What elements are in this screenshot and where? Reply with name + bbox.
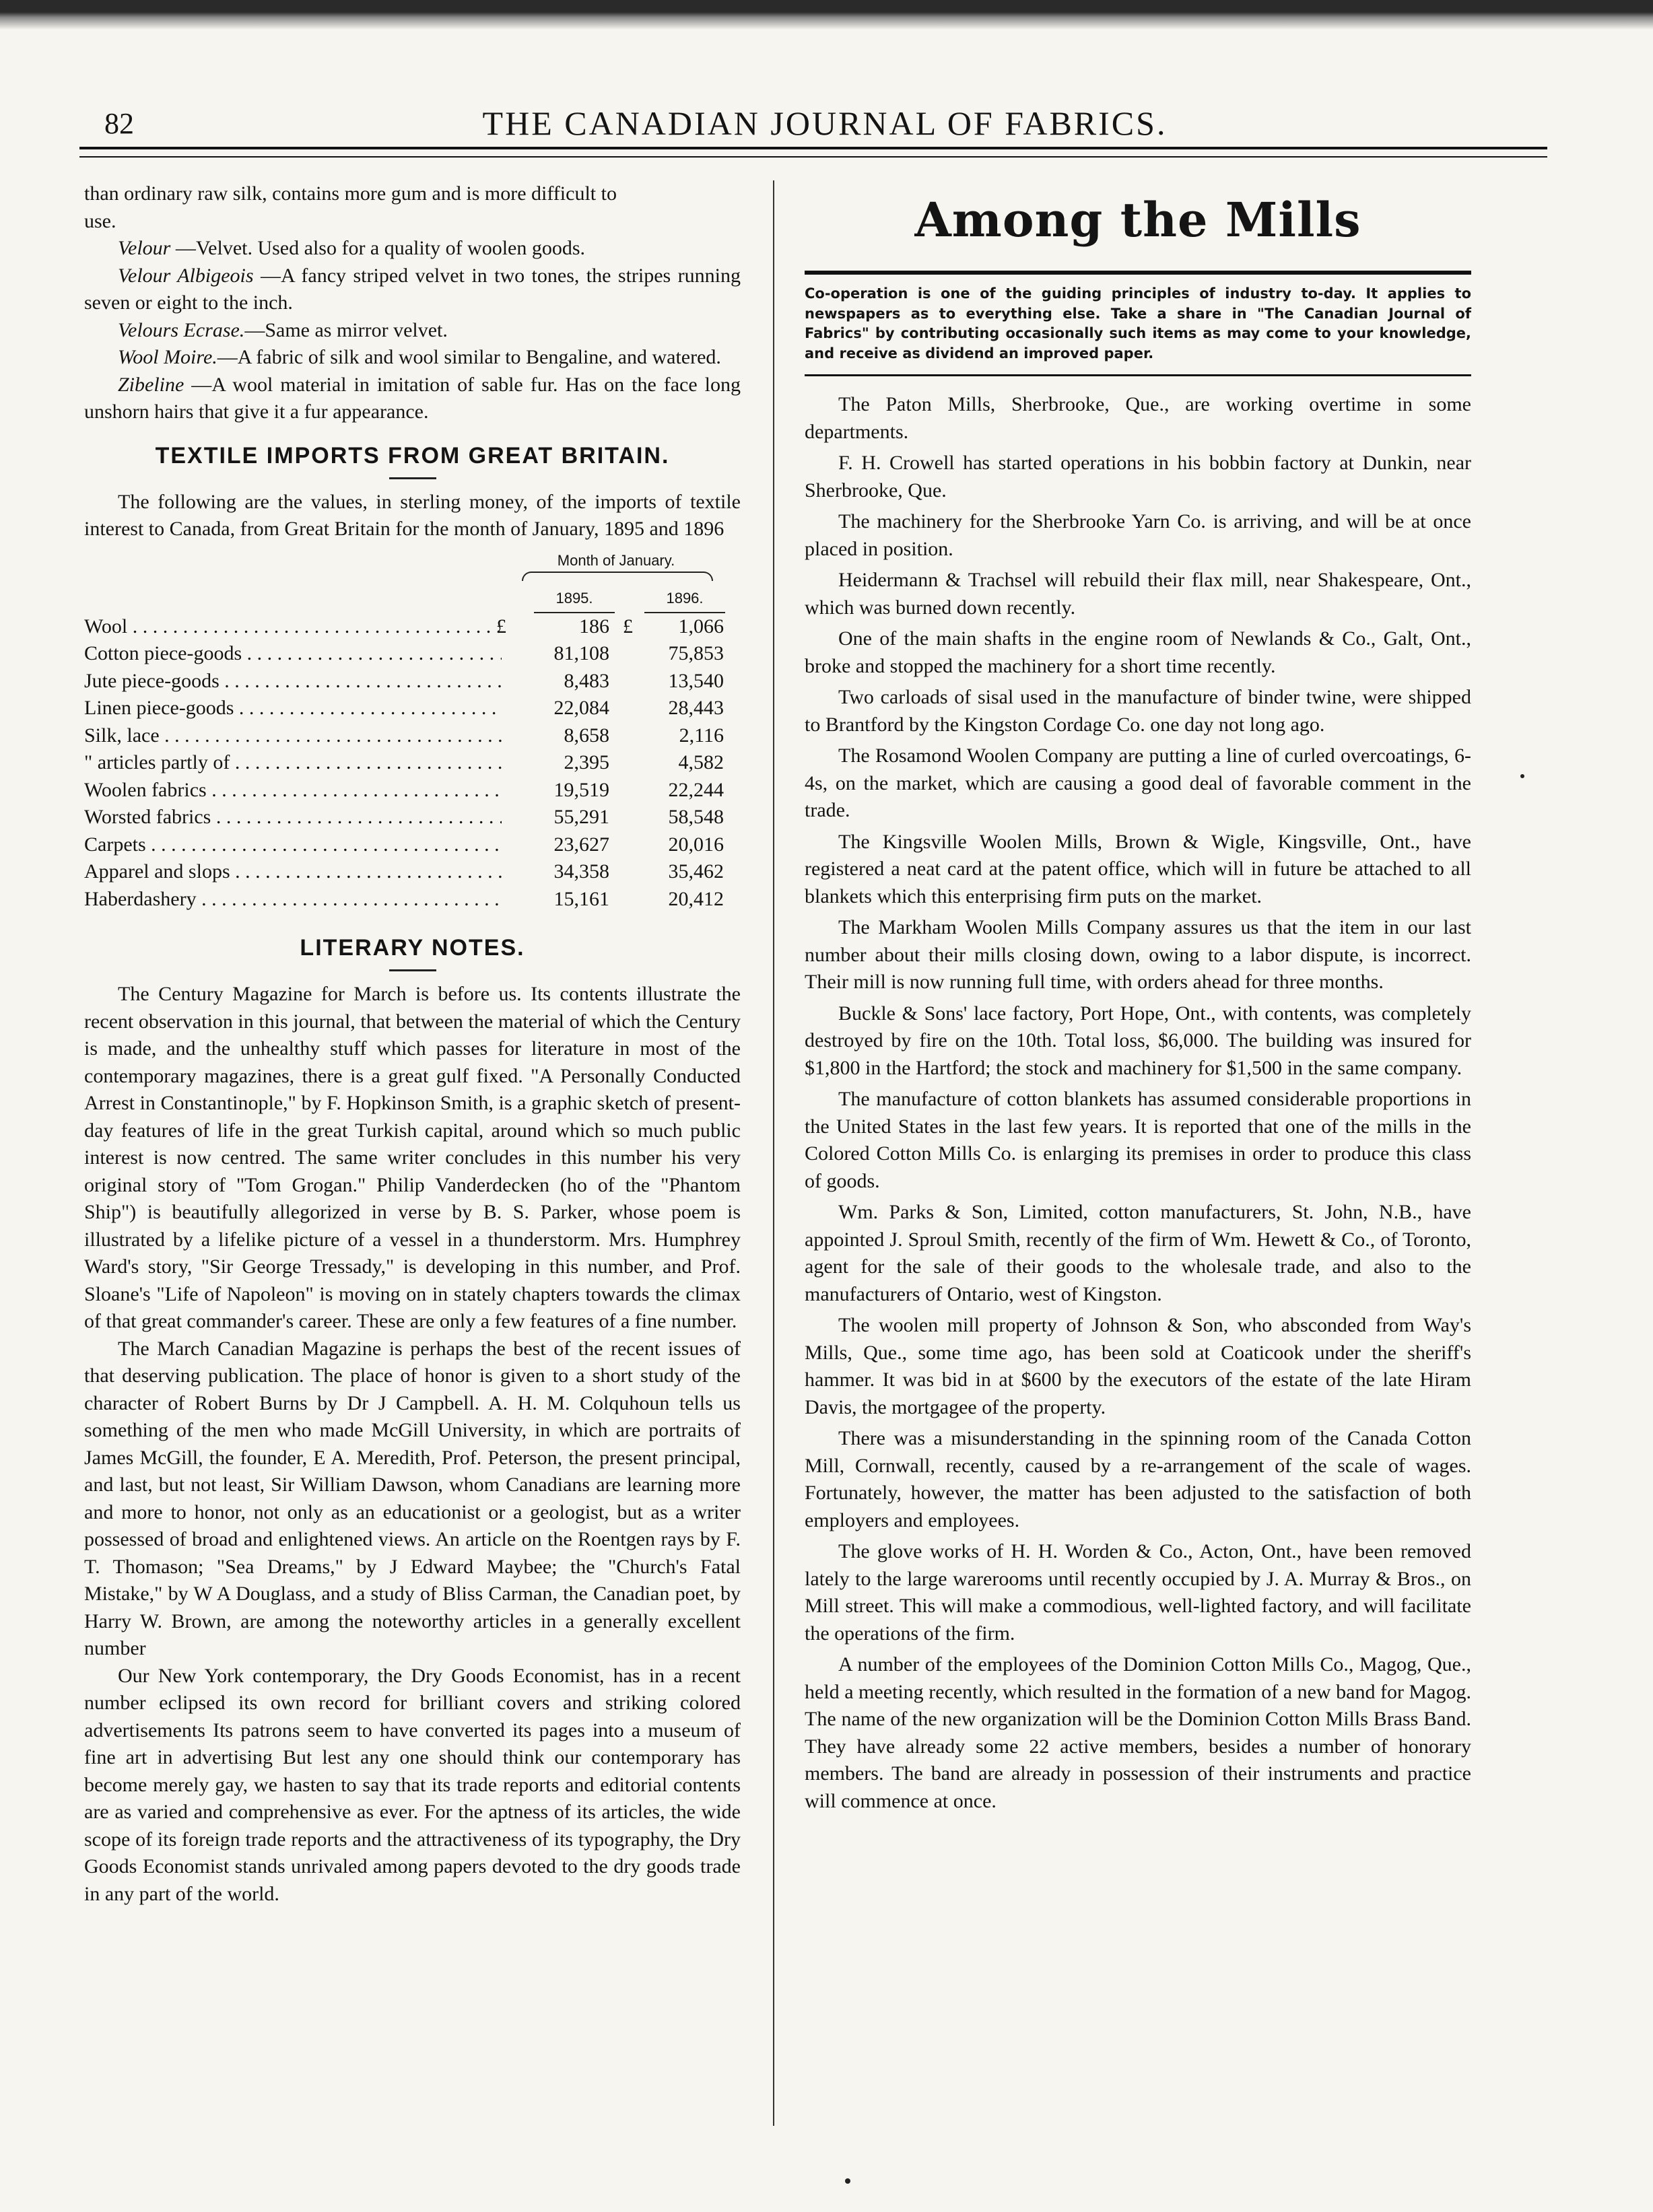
mill-news-item: The Paton Mills, Sherbrooke, Que., are working overtime in some departments. (805, 393, 1471, 443)
imports-row-label: Worsted fabrics . . . (84, 804, 502, 831)
definition-text: —Same as mirror velvet. (244, 318, 448, 341)
imports-value-1895: 8,658 (564, 724, 609, 747)
imports-value-1896: 2,116 (679, 724, 724, 747)
year-header-1896: 1896. (644, 585, 725, 614)
mill-news-item: There was a misunderstanding in the spinning room of the Canada Cotton Mill, Cornwall, recently, caused by a re-arrangement of the scale of wages. Fortunately, however, the matter has been adjusted to the satisfaction of both employers and employees. (805, 1427, 1471, 1531)
imports-row-label: Cotton piece-goods . . . (84, 640, 502, 668)
imports-row-label: Apparel and slops . . . (84, 858, 502, 886)
definition-entry (84, 372, 741, 426)
mills-heading: Among the Mills (914, 192, 1361, 248)
imports-row (84, 804, 741, 831)
imports-value-1895: 15,161 (553, 887, 609, 910)
month-label: Month of January. (557, 551, 675, 569)
scan-speck (845, 2178, 850, 2184)
imports-row (84, 858, 741, 886)
definition-continuation-line: than ordinary raw silk, contains more gum and is more difficult to (84, 182, 617, 205)
header-rule-bottom (79, 156, 1547, 158)
definition-text: —Velvet. Used also for a quality of woolen goods. (170, 237, 586, 259)
mill-news-item: Wm. Parks & Son, Limited, cotton manufacturers, St. John, N.B., have appointed J. Sproul Smith, recently of the firm of Wm. Hewett & Co., of Toronto, agent for the sale of their goods to the wholesale trade, and also to the manufacturers of Ontario, west of Kingston. (805, 1201, 1471, 1305)
imports-row (84, 886, 741, 913)
imports-row-label: Woolen fabrics . . . (84, 777, 502, 804)
imports-table-header (84, 543, 741, 613)
definition-text: —A fancy striped velvet in two tones, the stripes running seven or eight to the inch. (84, 264, 741, 314)
definition-term: Velour Albigeois (118, 264, 254, 287)
definition-entry (84, 317, 741, 345)
imports-value-1896: 75,853 (668, 642, 724, 664)
imports-value-1896: 35,462 (668, 860, 724, 883)
imports-value-1896: 13,540 (668, 669, 724, 692)
definition-term: Velour (118, 237, 171, 259)
mill-news-item: The Markham Woolen Mills Company assures us that the item in our last number about their mills closing down, owing to a labor dispute, is incorrect. Their mill is now running full time, with orders ahead for three months. (805, 916, 1471, 993)
imports-value-1895: 81,108 (553, 642, 609, 664)
imports-value-1896: 4,582 (678, 751, 724, 773)
mill-news-item: Buckle & Sons' lace factory, Port Hope, Ont., with contents, was completely destroyed by fire on the 10th. Total loss, $6,000. The building was insured for $1,800 in the Hartford; the stock and machinery for $1,500 in the same company. (805, 1002, 1471, 1079)
heading-rule (389, 969, 436, 971)
definition-entry (84, 263, 741, 317)
scan-top-band (0, 0, 1653, 47)
imports-value-1895: 34,358 (553, 860, 609, 883)
definition-text: —A wool material in imitation of sable fur. Has on the face long unshorn hairs that give it a fur appearance. (84, 373, 741, 423)
imports-row-label: Silk, lace . . . (84, 722, 502, 750)
imports-row (84, 695, 741, 722)
mill-news-item: F. H. Crowell has started operations in his bobbin factory at Dunkin, near Sherbrooke, Que. (805, 452, 1471, 502)
imports-value-1895: 2,395 (564, 751, 609, 773)
imports-value-1896: 20,016 (668, 833, 724, 856)
left-column (84, 180, 741, 1908)
mill-news-item: The Kingsville Woolen Mills, Brown & Wigle, Kingsville, Ont., have registered a neat card at the patent office, which will in future be attached to all blankets which this enterprising firm puts on the market. (805, 830, 1471, 907)
literary-heading: LITERARY NOTES. (300, 935, 525, 961)
imports-value-1895: 55,291 (553, 806, 609, 828)
definition-term: Wool Moire. (118, 346, 217, 368)
definition-continuation-line: use. (84, 209, 116, 232)
imports-table (84, 613, 741, 913)
column-divider (773, 180, 774, 2126)
imports-value-1896: 1,066 (678, 615, 724, 637)
imports-row-label: Wool . . . (84, 613, 502, 641)
definition-term: Zibeline (118, 373, 184, 396)
mill-news-item: The machinery for the Sherbrooke Yarn Co. is arriving, and will be at once placed in position. (805, 510, 1471, 560)
imports-value-1896: 28,443 (668, 697, 724, 719)
literary-paragraph: The March Canadian Magazine is perhaps the best of the recent issues of that deserving publication. The place of honor is given to a short study of the character of Robert Burns by Dr J Campbell. A. H. M. Colquhoun tells us something of the men who made McGill University, in which are portraits of James McGill, the founder, E A. Meredith, Prof. Peterson, the present principal, and last, but not least, Sir William Dawson, whom Canadians are learning more and more to honor, not only as an educationist or a geologist, but as a writer possessed of broad and enlightened views. An article on the Roentgen rays by F. T. Thomason; "Sea Dreams," by J Edward Maybee; the "Church's Fatal Mistake," by W A Douglass, and a study of Bliss Carman, the Canadian poet, by Harry W. Brown, are among the noteworthy articles in a generally excellent number (84, 1337, 741, 1659)
imports-value-1896: 22,244 (668, 778, 724, 801)
imports-value-1895: 19,519 (553, 778, 609, 801)
imports-intro: The following are the values, in sterling money, of the imports of textile interest to Canada, from Great Britain for the month of January, 1895 and 1896 (84, 490, 741, 540)
year-header-1895: 1895. (534, 585, 615, 614)
imports-value-1895: 22,084 (553, 697, 609, 719)
literary-paragraph: The Century Magazine for March is before us. Its contents illustrate the recent observation in this journal, that between the material of which the Century is made, and the unhealthy stuff which passes for literature in most of the contemporary magazines, there is a great gulf fixed. "A Personally Conducted Arrest in Constantinople," by F. Hopkinson Smith, is a graphic sketch of present-day features of life in the great Turkish capital, around which so much public interest is now centred. The same writer concludes in this number his very original story of "Tom Grogan." Philip Vanderdecken (ho of the "Phantom Ship") is beautifully allegorized in verse by B. S. Parker, whose poem is illustrated by a lifelike picture of a vessel in a thunderstorm. Mrs. Humphrey Ward's story, "Sir George Tressady," is developing in this number, and Prof. Sloane's "Life of Napoleon" is moving on in stately chapters towards the climax of that great commander's career. These are only a few features of a fine number. (84, 983, 741, 1332)
definition-entry (84, 344, 741, 372)
mill-news-item: One of the main shafts in the engine room of Newlands & Co., Galt, Ont., broke and stopped the machinery for a short time recently. (805, 627, 1471, 677)
imports-row-label: Haberdashery . . . (84, 886, 502, 913)
definition-entry (84, 235, 741, 263)
mill-news-item: A number of the employees of the Dominion Cotton Mills Co., Magog, Que., held a meeting recently, which resulted in the formation of a new band for Magog. The name of the new organization will be the Dominion Cotton Mills Brass Band. They have already some 22 active members, besides a number of honorary members. The band are already in possession of their instruments and practice will commence at once. (805, 1653, 1471, 1812)
imports-row (84, 831, 741, 859)
imports-row (84, 668, 741, 695)
imports-row (84, 640, 741, 668)
mill-news-item: The glove works of H. H. Worden & Co., Acton, Ont., have been removed lately to the large warerooms until recently occupied by J. A. Murray & Bros., on Mill street. This will make a commodious, well-lighted factory, and will facilitate the operations of the firm. (805, 1540, 1471, 1645)
mill-news-item: The Rosamond Woolen Company are putting a line of curled overcoatings, 6-4s, on the market, which are causing a good deal of favorable comment in the trade. (805, 745, 1471, 821)
imports-row (84, 749, 741, 777)
cooperation-note: Co-operation is one of the guiding principles of industry to-day. It applies to newspapers as to everything else. Take a share in "The Canadian Journal of Fabrics" by contributing occasionally such items as may come to your knowledge, and receive as dividend an improved paper. (805, 271, 1471, 364)
header-rule-top (79, 147, 1547, 149)
literary-paragraph: Our New York contemporary, the Dry Goods Economist, has in a recent number eclipsed its own record for brilliant covers and striking colored advertisements Its patrons seem to have converted its pages into a museum of fine art in advertising But lest any one should think our contemporary has become merely gay, we hasten to say that its trade reports and editorial contents are as varied and comprehensive as ever. For the aptness of its articles, the wide scope of its foreign trade reports and the attractiveness of its typography, the Dry Goods Economist stands unrivaled among papers devoted to the dry goods trade in any part of the world. (84, 1664, 741, 1905)
mill-news-item: The woolen mill property of Johnson & Son, who absconded from Way's Mills, Que., some time ago, has been sold at Coaticook under the sheriff's hammer. It was bid in at $600 by the executors of the estate of the late Hiram Davis, the mortgagee of the property. (805, 1314, 1471, 1418)
imports-row (84, 722, 741, 750)
definition-text: —A fabric of silk and wool similar to Bengaline, and watered. (217, 346, 721, 368)
imports-value-1896: 58,548 (668, 806, 724, 828)
imports-row-label: Linen piece-goods . . . (84, 695, 502, 722)
imports-value-1896: 20,412 (668, 887, 724, 910)
page-header (104, 101, 1545, 141)
scan-speck (1520, 774, 1524, 778)
imports-row-label: Jute piece-goods . . . (84, 668, 502, 695)
imports-value-1895: 23,627 (553, 833, 609, 856)
journal-title: THE CANADIAN JOURNAL OF FABRICS. (482, 104, 1168, 142)
imports-row-label: " articles partly of . . . (84, 749, 502, 777)
imports-value-1895: 8,483 (564, 669, 609, 692)
mill-news-item: Heidermann & Trachsel will rebuild their flax mill, near Shakespeare, Ont., which was burned down recently. (805, 569, 1471, 619)
mill-news-list (805, 391, 1471, 1815)
imports-value-1895: 186 (579, 615, 609, 637)
currency-symbol: £ (623, 615, 633, 637)
mill-news-item: The manufacture of cotton blankets has assumed considerable proportions in the United States in the last few years. It is reported that one of the mills in the Colored Cotton Mills Co. is enlarging its premises in order to produce this class of goods. (805, 1088, 1471, 1192)
imports-row-label: Carpets . . . (84, 831, 502, 859)
month-brace (522, 572, 713, 581)
cooperation-rule (805, 374, 1471, 376)
imports-heading: TEXTILE IMPORTS FROM GREAT BRITAIN. (155, 442, 670, 469)
right-column (805, 180, 1471, 1819)
definition-term: Velours Ecrase. (118, 318, 245, 341)
heading-rule (389, 477, 436, 479)
imports-row (84, 777, 741, 804)
imports-row (84, 613, 741, 641)
currency-symbol: £ (496, 615, 506, 637)
page-number: 82 (104, 107, 134, 140)
mill-news-item: Two carloads of sisal used in the manufacture of binder twine, were shipped to Brantford by the Kingston Cordage Co. one day not long ago. (805, 686, 1471, 736)
